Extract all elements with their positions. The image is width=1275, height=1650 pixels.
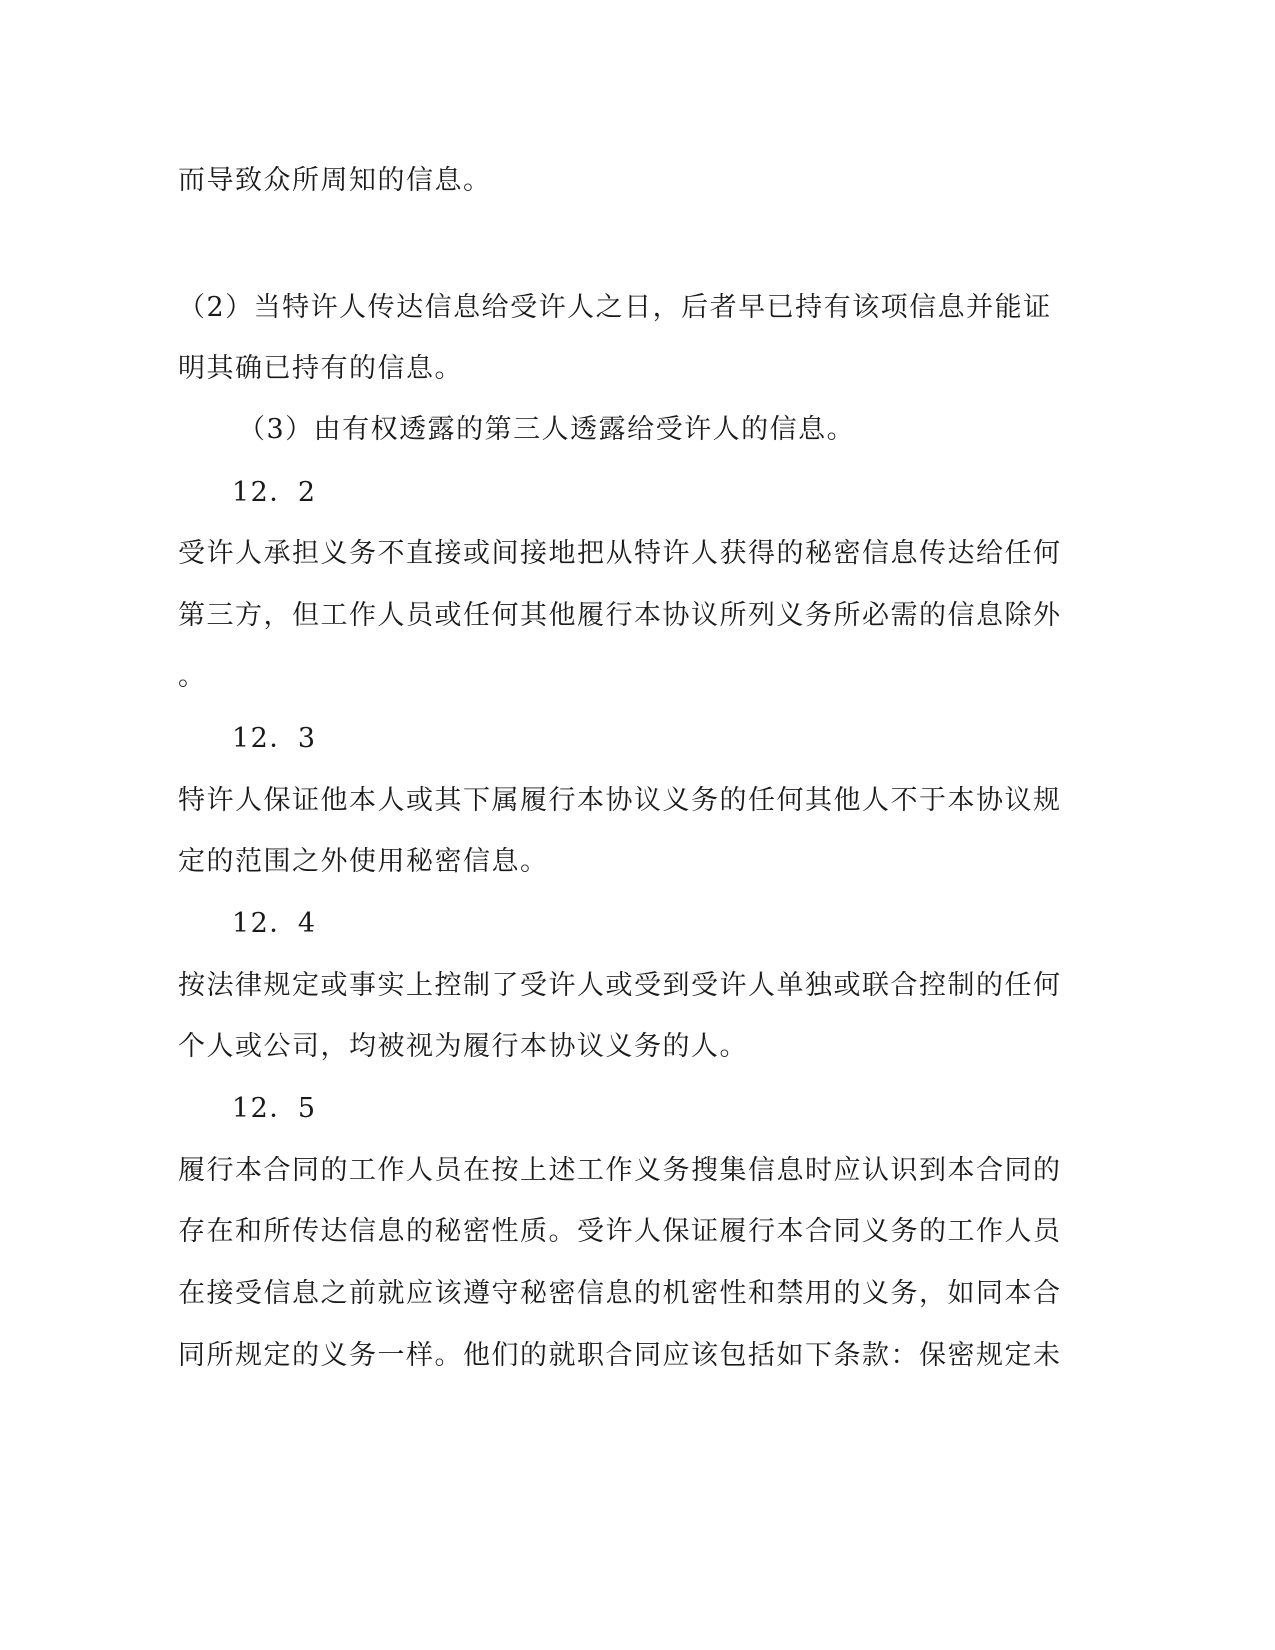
clause-number: 12．5 xyxy=(232,1093,317,1124)
paragraph-line: 第三方，但工作人员或任何其他履行本协议所列义务所必需的信息除外 xyxy=(178,600,1062,631)
paragraph-line: 存在和所传达信息的秘密性质。受许人保证履行本合同义务的工作人员 xyxy=(178,1216,1062,1247)
paragraph-line: 而导致众所周知的信息。 xyxy=(178,165,492,196)
paragraph-line: 履行本合同的工作人员在按上述工作义务搜集信息时应认识到本合同的 xyxy=(178,1155,1062,1186)
paragraph-line: 定的范围之外使用秘密信息。 xyxy=(178,846,549,877)
paragraph-line: （2）当特许人传达信息给受许人之日，后者早已持有该项信息并能证 xyxy=(178,292,1052,323)
paragraph-line: （3）由有权透露的第三人透露给受许人的信息。 xyxy=(238,414,856,445)
paragraph-line: 个人或公司，均被视为履行本协议义务的人。 xyxy=(178,1031,748,1062)
paragraph-line: 受许人承担义务不直接或间接地把从特许人获得的秘密信息传达给任何 xyxy=(178,538,1062,569)
clause-number: 12．4 xyxy=(232,908,317,939)
paragraph-line: 特许人保证他本人或其下属履行本协议义务的任何其他人不于本协议规 xyxy=(178,785,1062,816)
paragraph-line: 在接受信息之前就应该遵守秘密信息的机密性和禁用的义务，如同本合 xyxy=(178,1278,1062,1309)
paragraph-line: 。 xyxy=(178,661,207,692)
clause-number: 12．2 xyxy=(232,477,317,508)
paragraph-line: 按法律规定或事实上控制了受许人或受到受许人单独或联合控制的任何 xyxy=(178,970,1062,1001)
clause-number: 12．3 xyxy=(232,723,317,754)
paragraph-line: 同所规定的义务一样。他们的就职合同应该包括如下条款：保密规定未 xyxy=(178,1340,1062,1371)
paragraph-line: 明其确已持有的信息。 xyxy=(178,353,463,384)
